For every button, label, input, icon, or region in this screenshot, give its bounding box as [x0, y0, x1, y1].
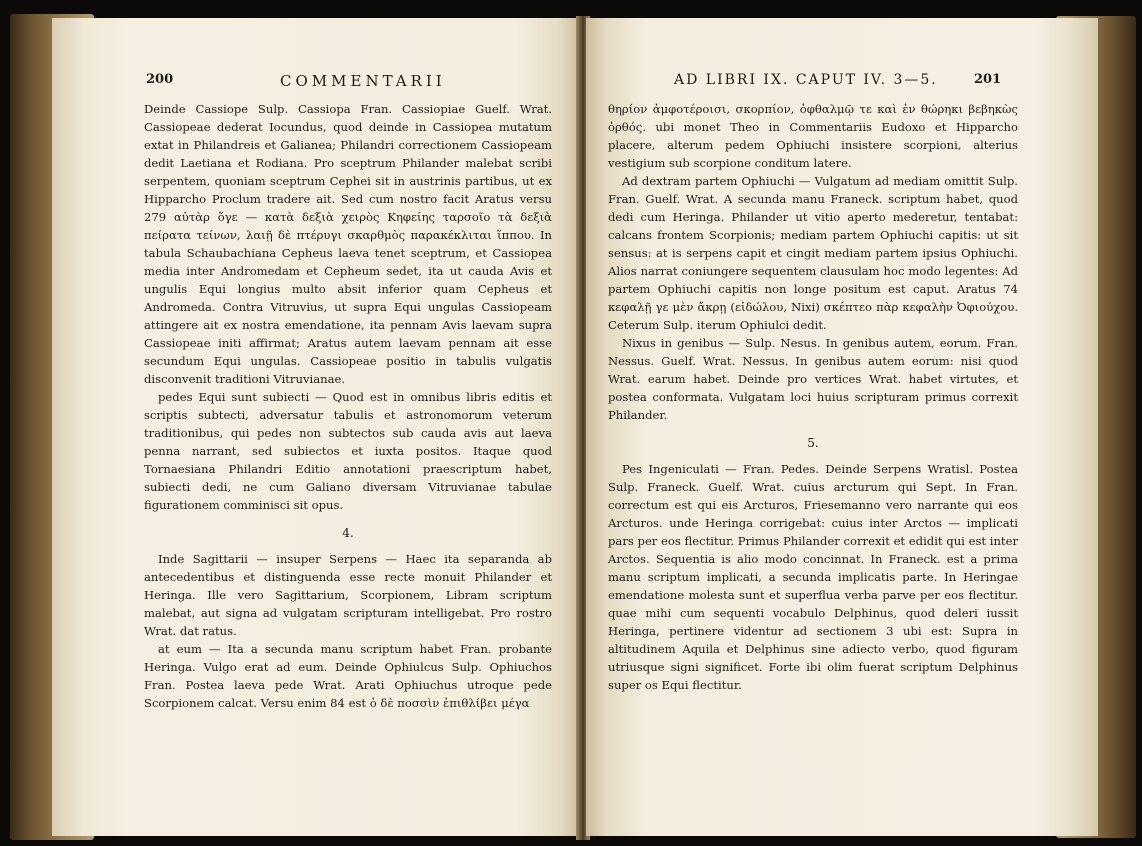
paragraph: Inde Sagittarii — insuper Serpens — Haec ita separanda ab antecedentibus et distinguenda esse recte monuit Philander et Heringa. Ille vero Sagittarium, Scorpionem, Libram scriptum malebat, aut signa ad vulgatam scripturam intelligebat. Pro rostro Wrat. dat ratus. — [144, 552, 552, 638]
right-running-header — [586, 72, 1098, 92]
right-page-body — [608, 100, 1018, 694]
left-page — [52, 18, 580, 836]
paragraph: Ad dextram partem Ophiuchi — Vulgatum ad mediam omittit Sulp. Fran. Guelf. Wrat. A secunda manu Franeck. scriptum habet, quod dedi cum Heringa. Philander ut vitio aperto mederetur, tentabat: calcans frontem Scorpionis; mediam partem Ophiuchi capitis: ut sit sensus: at is serpens capit et cingit mediam partem ipsius Ophiuchi. Alios narrat coniungere sequentem clausulam hoc modo legentes: Ad partem Ophiuchi capitis non longe positum est caput. Aratus 74 κεφαλῇ γε μὲν ἄκρῃ (εἰδώλου, Nixi) σκέπτεο πὰρ κεφαλὴν Ὀφιούχου. Ceterum Sulp. iterum Ophiulci dedit. — [608, 174, 1018, 332]
left-page-body — [144, 100, 552, 712]
right-page — [586, 18, 1098, 836]
right-running-head: AD LIBRI IX. CAPUT IV. 3—5. — [674, 72, 938, 88]
paragraph: Nixus in genibus — Sulp. Nesus. In genibus autem, eorum. Fran. Nessus. Guelf. Wrat. Nessus. In genibus autem eorum: nisi quod Wrat. earum habet. Deinde pro vertices Wrat. habet virtutes, et postea conformata. Vulgatam loci huius scripturam primus correxit Philander. — [608, 336, 1018, 422]
paragraph: pedes Equi sunt subiecti — Quod est in omnibus libris editis et scriptis subtecti, adversatur tabulis et astronomorum veterum traditionibus, qui pedes non subtectos sub cauda avis aut laeva penna narrant, sed subiectos et iuxta positos. Itaque quod Tornaesiana Philandri Editio annotationi praescriptum habet, subiecti dedi, ne cum Galiano diversam Vitruvianae tabulae figurationem comminisci sit opus. — [144, 390, 552, 512]
paragraph: Pes Ingeniculati — Fran. Pedes. Deinde Serpens Wratisl. Postea Sulp. Franeck. Guelf. Wrat. cuius arcturum qui Sept. In Fran. correctum est qui eis Arcturos, Friesemanno vero narrante qui eos Arcturos. unde Heringa corrigebat: cuius inter Arctos — implicati pars per eos flectitur. Primus Philander correxit et edidit qui est inter Arctos. Sequentia is alio modo concinnat. In Franeck. est a prima manu scriptum implicati, a secunda implicatis parte. In Heringae emendatione molesta sunt et superflua verba parve per eos flectitur. quae mihi cum sequenti vocabulo Delphinus, quod deleri iussit Heringa, pertinere videntur ad sectionem 3 ubi est: Supra in altitudinem Aquila et Delphinus sine adiecto verbo, quod figuram utriusque signi significet. Forte ibi olim fuerat scriptum Delphinus super os Equi flectitur. — [608, 462, 1018, 692]
left-page-number: 200 — [146, 72, 174, 87]
left-running-header — [52, 72, 580, 92]
section-number: 5. — [807, 436, 819, 450]
paragraph: at eum — Ita a secunda manu scriptum habet Fran. probante Heringa. Vulgo erat ad eum. Deinde Ophiulcus Sulp. Ophiuchos Fran. Postea laeva pede Wrat. Arati Ophiuchus utroque pede Scorpionem calcat. Versu enim 84 est ὁ δὲ ποσσὶν ἐπιθλίβει μέγα — [144, 642, 552, 710]
paragraph: θηρίον ἀμφοτέροισι, σκορπίον, ὀφθαλμῷ τε καὶ ἐν θώρηκι βεβηκὼς ὀρθός. ubi monet Theo in Commentariis Eudoxo et Hipparcho placere, alterum pedem Ophiuchi insistere scorpioni, alterius vestigium sub scorpione conditum latere. — [608, 102, 1018, 170]
right-page-number: 201 — [974, 72, 1002, 87]
paragraph: Deinde Cassiope Sulp. Cassiopa Fran. Cassiopiae Guelf. Wrat. Cassiopeae dederat Iocundus, quod deinde in Cassiopea mutatum extat in Philandreis et Galianea; Philandri correctionem Cassiopeam dedit Laetiana et Rodiana. Pro sceptrum Philander malebat scribi serpentem, quoniam sceptrum Cephei sit in austrinis partibus, ut ex Hipparcho Proclum tradere ait. Sed cum nostro facit Aratus versu 279 αὐτὰρ ὅγε — κατὰ δεξιὰ χειρὸς Κηφείης ταρσοῖο τὰ δεξιὰ πείρατα τείνων, λαιῇ δὲ πτέρυγι σκαρθμὸς παρακέκλιται ἵππου. In tabula Schaubachiana Cepheus laeva tenet sceptrum, et Cassiopea media inter Andromedam et Cepheum sedet, ita ut cauda Avis et ungulis Equi longius multo absit inferior quam Cepheus et Andromeda. Contra Vitruvius, ut supra Equi ungulas Cassiopeam attingere ait ex nostra emendatione, ita pennam Avis laevam supra Cassiopeae initi affirmat; Aratus autem laevam pennam ait esse secundum Equi ungulas. Cassiopeae positio in tabulis vulgatis disconvenit traditioni Vitruvianae. — [144, 102, 552, 386]
left-running-head: COMMENTARII — [280, 72, 446, 90]
section-number: 4. — [342, 526, 354, 540]
